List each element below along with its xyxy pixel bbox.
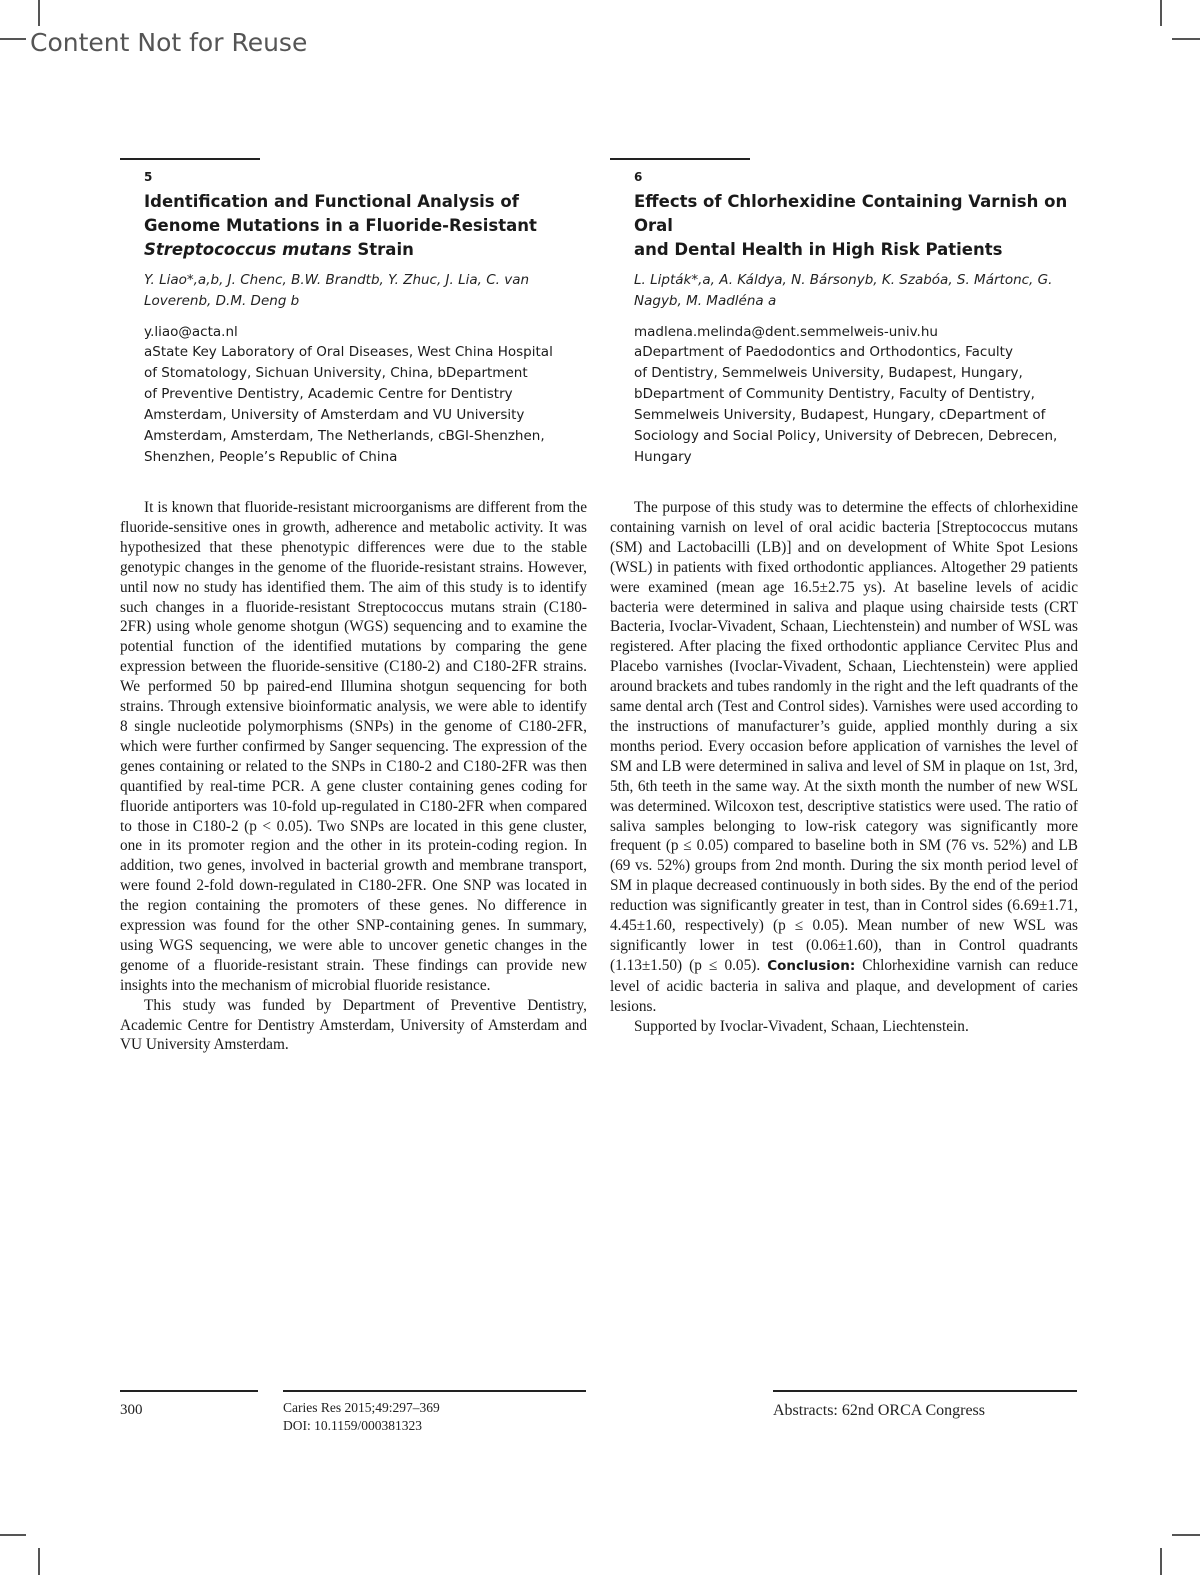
page-number: 300: [120, 1402, 143, 1418]
author-list: Y. Liao*,a,b, J. Chenc, B.W. Brandtb, Y. Zhuc, J. Lia, C. van Loverenb, D.M. Deng b: [144, 272, 530, 309]
crop-mark: [1172, 1534, 1200, 1536]
conclusion-label: Conclusion:: [767, 957, 856, 974]
crop-mark: [1160, 0, 1162, 26]
footer-rule: [120, 1390, 258, 1392]
journal-citation: Caries Res 2015;49:297–369 DOI: 10.1159/000381323: [283, 1400, 440, 1433]
section-rule: [120, 158, 260, 160]
footer-rule: [283, 1390, 586, 1392]
abstract-6: [610, 158, 1078, 1036]
abstract-title: Effects of Chlorhexidine Containing Varnish on Oral and Dental Health in High Risk Patients: [634, 192, 1068, 259]
crop-mark: [38, 1548, 40, 1575]
watermark: Content Not for Reuse: [30, 28, 308, 57]
abstract-body: It is known that fluoride-resistant microorganisms are different from the fluoride-sensitive ones in growth, adherence and metabolic activity. It was hypothesized that these phenotypic differences were due to the stable genotypic changes in the genome of the fluoride-resistant strains. However, until now no study has identified them. The aim of this study is to identify such changes in a fluoride-resistant Streptococcus mutans strain (C180-2FR) using whole genome shotgun (WGS) sequencing and to examine the potential function of the identified mutations by comparing the gene expression between the fluoride-sensitive (C180-2) and C180-2FR strains. We performed 50 bp paired-end Illumina shotgun sequencing for both strains. Through extensive bioinformatic analysis, we were able to identify 8 single nucleotide polymorphisms (SNPs) in the genome of C180-2FR, which were further confirmed by Sanger sequencing. The expression of the genes containing or related to the SNPs in C180-2 and C180-2FR was then quantified by real-time PCR. A gene cluster containing genes coding for fluoride antiporters was 10-fold up-regulated in C180-2FR when compared to those in C180-2 (p < 0.05). Two SNPs are located in this gene cluster, one in its promoter region and the other in its protein-coding region. In addition, two genes, involved in bacterial growth and membrane transport, were found 2-fold down-regulated in C180-2FR. One SNP was located in the region containing the promoters of these genes. No difference in expression was found for the other SNP-containing genes. In summary, using WGS sequencing, we were able to uncover genetic changes in the genome of a fluoride-resistant strain. These findings can provide new insights into the mechanism of microbial fluoride resistance.: [120, 499, 587, 994]
doi: DOI: 10.1159/000381323: [283, 1418, 422, 1433]
abstract-number: 5: [144, 170, 153, 184]
abstract-title: Identification and Functional Analysis of Genome Mutations in a Fluoride-Resistant Streptococcus mutans Strain: [144, 192, 537, 259]
crop-mark: [0, 38, 26, 40]
abstract-number: 6: [634, 170, 643, 184]
section-rule: [610, 158, 750, 160]
crop-mark: [0, 1534, 26, 1536]
funding-note: This study was funded by Department of Preventive Dentistry, Academic Centre for Dentistry Amsterdam, University of Amsterdam and VU University Amsterdam.: [120, 996, 587, 1054]
abstract-5: [120, 158, 587, 1055]
author-list: L. Lipták*,a, A. Káldya, N. Bársonyb, K. Szabóa, S. Mártonc, G. Nagyb, M. Madléna a: [634, 272, 1053, 309]
crop-mark: [1172, 38, 1200, 40]
affiliations: aState Key Laboratory of Oral Diseases, West China Hospital of Stomatology, Sichuan University, China, bDepartment of Preventive Dentistry, Academic Centre for Dentistry Amsterdam, University of Amsterdam and VU University Amsterdam, Amsterdam, The Netherlands, cBGI-Shenzhen, Shenzhen, People’s Republic of China: [144, 344, 553, 465]
crop-mark: [38, 0, 40, 26]
footer-rule: [773, 1390, 1077, 1392]
contact-email[interactable]: y.liao@acta.nl: [144, 324, 238, 340]
funding-note: Supported by Ivoclar-Vivadent, Schaan, Liechtenstein.: [634, 1017, 969, 1035]
crop-mark: [1160, 1548, 1162, 1575]
contact-email[interactable]: madlena.melinda@dent.semmelweis-univ.hu: [634, 324, 938, 340]
abstract-body: The purpose of this study was to determine the effects of chlorhexidine containing varnish on level of oral acidic bacteria [Streptococcus mutans (SM) and Lactobacilli (LB)] and on development of White Spot Lesions (WSL) in patients with fixed orthodontic appliances. Altogether 29 patients were examined (mean age 16.5±2.75 ys). At baseline levels of acidic bacteria were determined in saliva and plaque using chairside tests (CRT Bacteria, Ivoclar-Vivadent, Schaan, Liechtenstein) and number of WSL was registered. After placing the fixed orthodontic appliance Cervitec Plus and Placebo varnishes (Ivoclar-Vivadent, Schaan, Liechtenstein) were applied around brackets and tubes randomly in the right and the left quadrants of the same dental arch (Test and Control sides). Varnishes were used according to the instructions of manufacturer’s guide, applied monthly during a six months period. Every occasion before application of varnishes the level of SM and LB were determined in saliva and level of SM in plaque on 1st, 3rd, 5th, 6th teeth in the same way. At the sixth month the number of new WSL was determined. Wilcoxon test, descriptive statistics were used. The ratio of saliva samples belonging to low-risk category was significantly more frequent (p ≤ 0.05) compared to baseline both in SM (76 vs. 52%) and LB (69 vs. 52%) groups from 2nd month. During the six month period level of SM in plaque decreased continuously in both sides. By the end of the period reduction was significantly greater in test, than in Control sides (6.69±1.71, 4.45±1.60, respectively) (p ≤ 0.05). Mean number of new WSL was significantly lower in test (0.06±1.60), than in Control quadrants (1.13±1.50) (p ≤ 0.05). Conclusion: Chlorhexidine varnish can reduce level of acidic bacteria in saliva and plaque, and development of caries lesions.: [610, 499, 1079, 1015]
section-footer: Abstracts: 62nd ORCA Congress: [773, 1402, 985, 1419]
affiliations: aDepartment of Paedodontics and Orthodontics, Faculty of Dentistry, Semmelweis University, Budapest, Hungary, bDepartment of Community Dentistry, Faculty of Dentistry, Semmelweis University, Budapest, Hungary, cDepartment of Sociology and Social Policy, University of Debrecen, Debrecen, Hungary: [634, 344, 1058, 465]
